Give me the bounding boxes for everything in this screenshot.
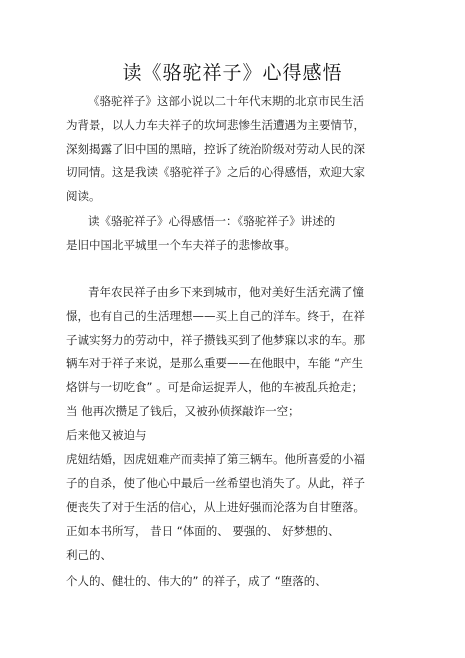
paragraph-line: 是旧中国北平城里一个车夫祥子的悲惨故事。 — [66, 238, 296, 252]
paragraph-line: 青年农民祥子由乡下来到城市，他对美好生活充满了憧 — [88, 285, 364, 299]
paragraph-line: 切同情。这是我读《骆驼祥子》之后的心得感悟，欢迎大家 — [66, 165, 365, 179]
paragraph-line: 《骆驼祥子》这部小说以二十年代末期的北京市民生活 — [88, 94, 364, 108]
paragraph-line: 当 他再次攒足了钱后，又被孙侦探敲诈一空； — [66, 404, 300, 418]
paragraph-line: 个人的、健壮的、伟大的” 的祥子，成了 “堕落的、 — [66, 574, 327, 588]
paragraph-line: 烙饼与一切吃食” 。可是命运捉弄人，他的车被乱兵抢走； — [66, 380, 364, 394]
document-title: 读《骆驼祥子》心得感悟 — [122, 62, 343, 84]
paragraph-line: 后来他又被迫与 — [66, 428, 147, 442]
paragraph-line: 正如本书所写， 昔日 “体面的、 要强的、 好梦想的、 — [66, 524, 340, 538]
paragraph-line: 辆车对于祥子来说，是那么重要——在他眼中，车能 “产生 — [66, 356, 364, 370]
paragraph-line: 深刻揭露了旧中国的黑暗，控诉了统治阶级对劳动人民的深 — [66, 142, 365, 156]
paragraph-line: 虎妞结婚，因虎妞难产而卖掉了第三辆车。他所喜爱的小福 — [66, 452, 365, 466]
paragraph-line: 便丧失了对于生活的信心，从上进好强而沦落为自甘堕落。 — [66, 500, 365, 514]
paragraph-line: 子诚实努力的劳动中，祥子攒钱买到了他梦寐以求的车。那 — [66, 333, 365, 347]
paragraph-line: 阅读。 — [66, 189, 101, 203]
paragraph-line: 子的自杀，使了他心中最后一丝希望也消失了。从此，祥子 — [66, 476, 365, 490]
paragraph-line: 憬，也有自己的生活理想——买上自己的洋车。终于，在祥 — [66, 309, 365, 323]
paragraph-line: 为背景，以人力车夫祥子的坎坷悲惨生活遭遇为主要情节， — [66, 118, 365, 132]
paragraph-line: 读《骆驼祥子》心得感悟一：《骆驼祥子》讲述的 — [88, 214, 336, 228]
paragraph-line: 利己的、 — [66, 548, 112, 562]
